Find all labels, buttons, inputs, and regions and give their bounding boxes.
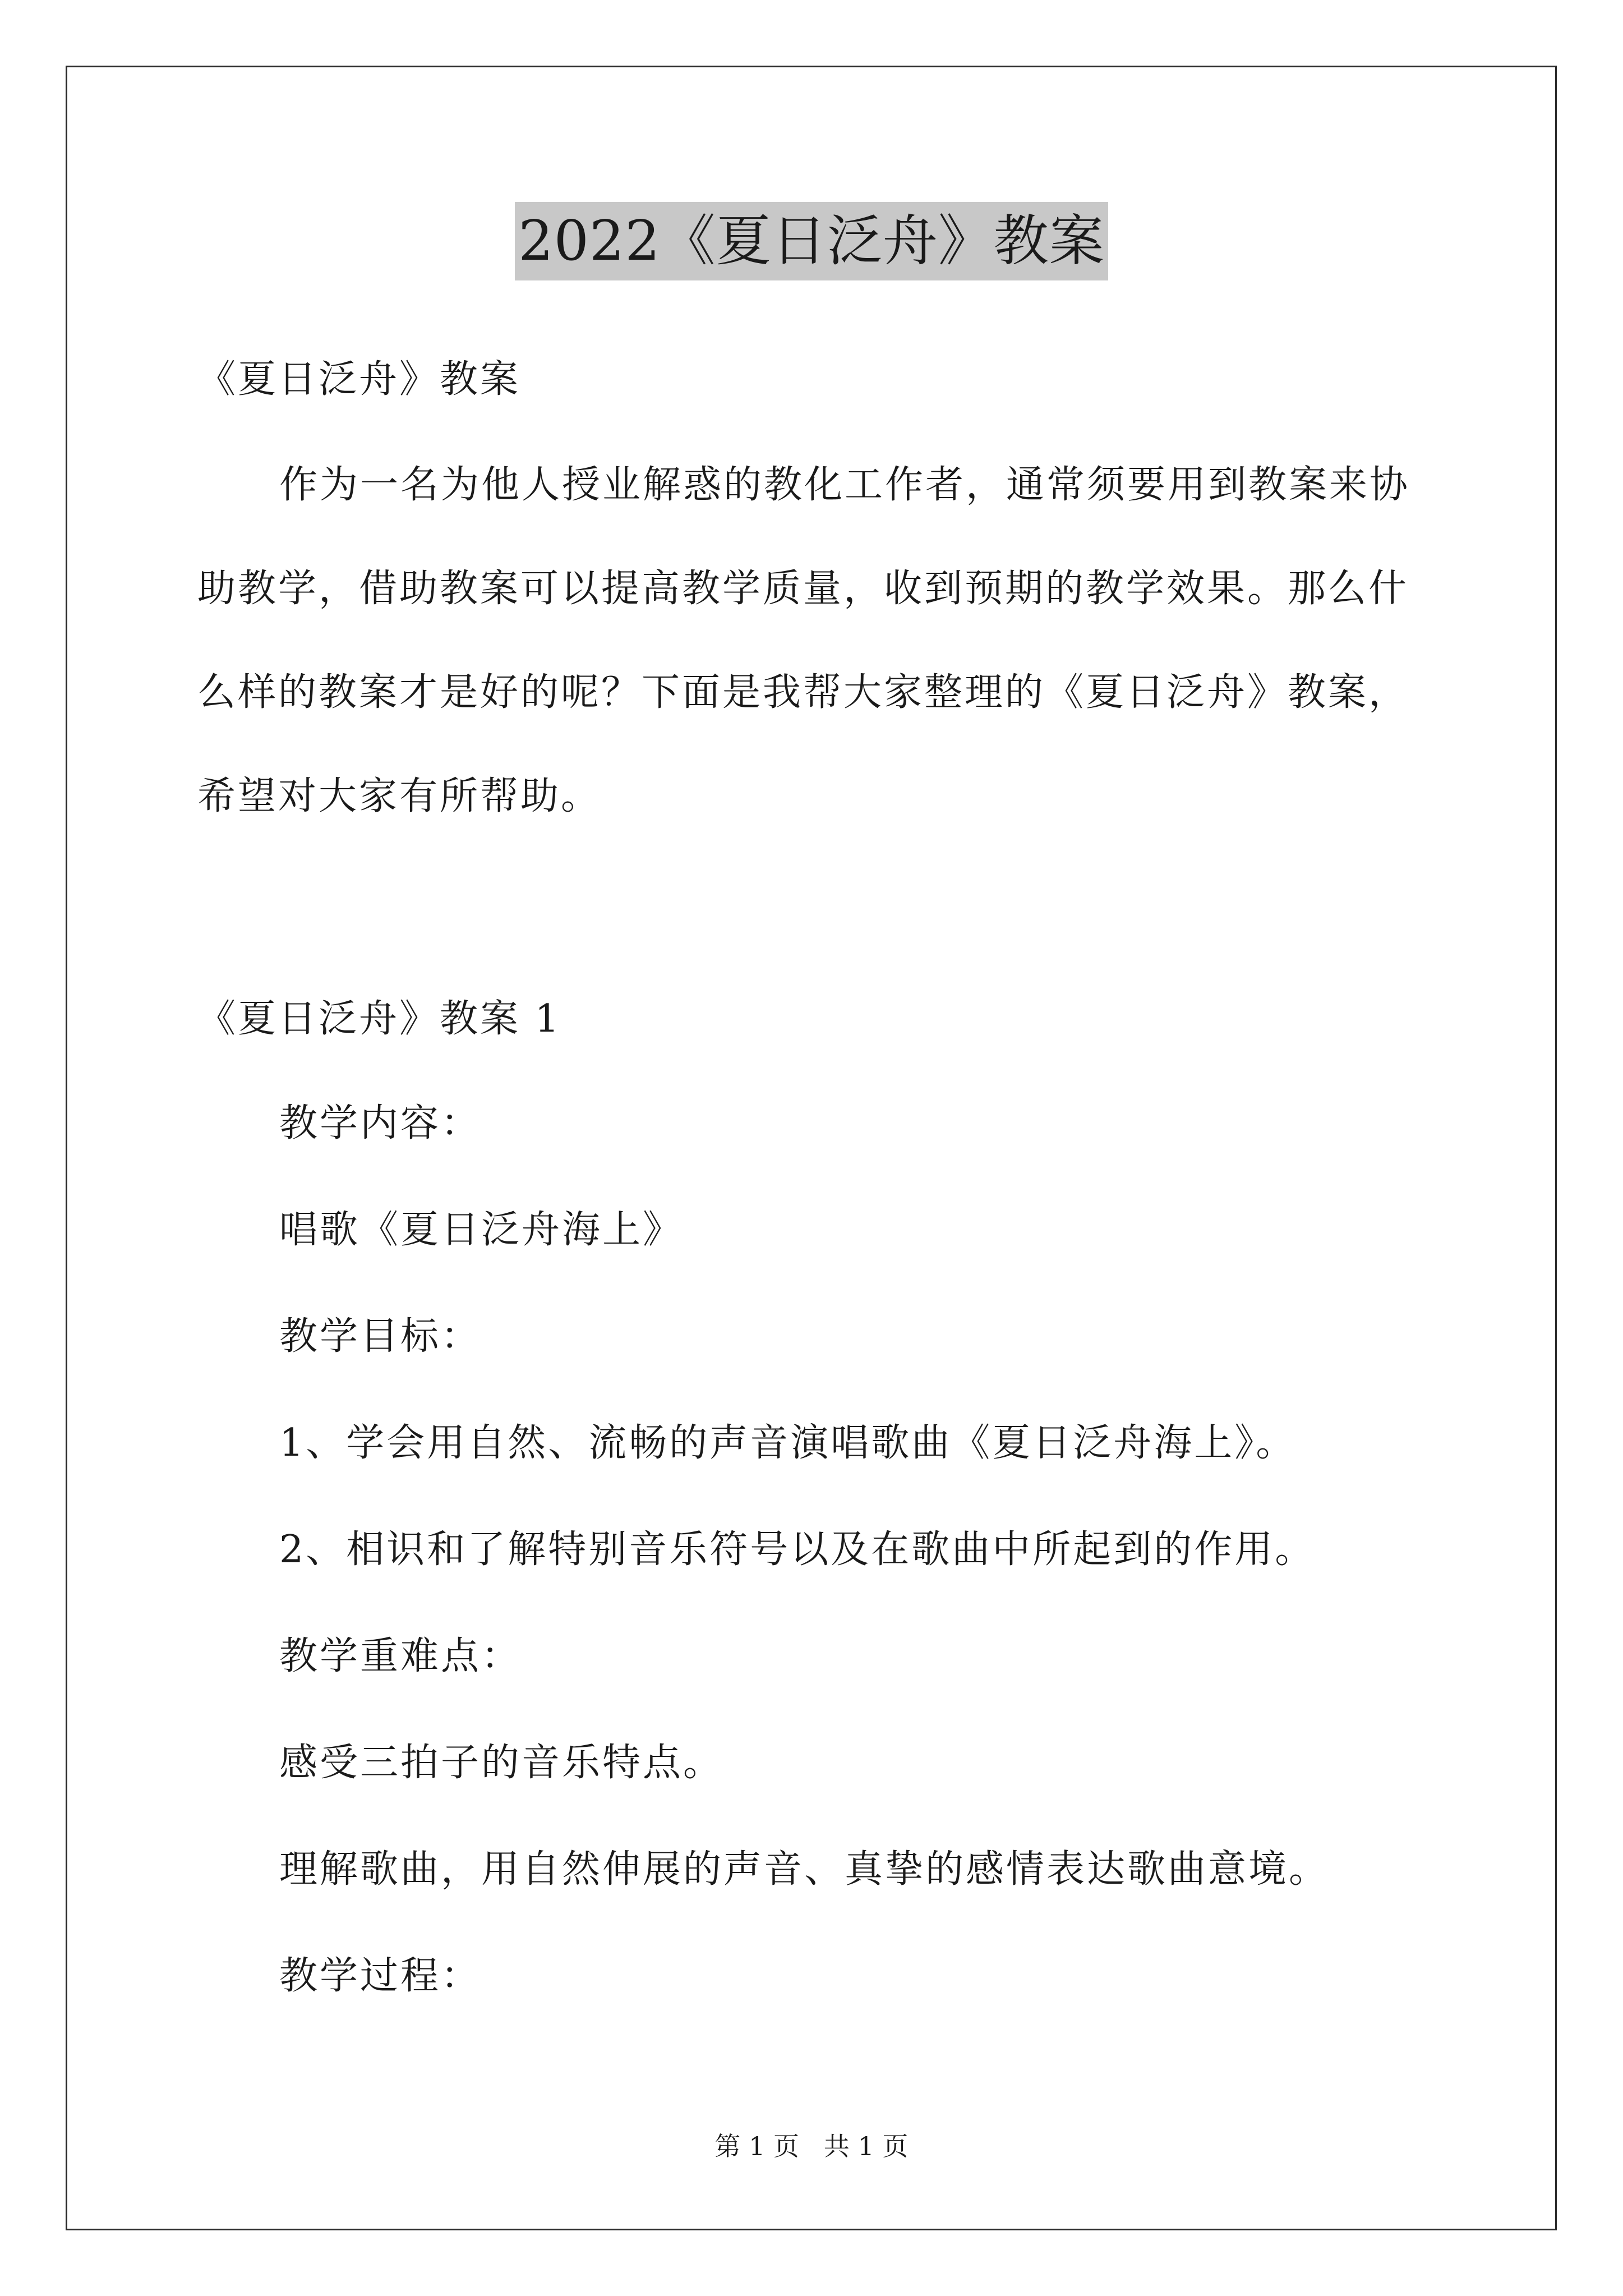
section-1-line-5: 2、相识和了解特别音乐符号以及在歌曲中所起到的作用。 bbox=[279, 1527, 1316, 1572]
section-1-line-7: 感受三拍子的音乐特点。 bbox=[279, 1741, 724, 1785]
document-title-container bbox=[0, 202, 1623, 280]
section-1-line-2: 唱歌《夏日泛舟海上》 bbox=[279, 1208, 684, 1252]
intro-paragraph-line-1: 作为一名为他人授业解惑的教化工作者，通常须要用到教案来协 bbox=[279, 463, 1410, 507]
section-1-line-6: 教学重难点： bbox=[279, 1634, 522, 1678]
intro-paragraph-line-4: 希望对大家有所帮助。 bbox=[197, 774, 602, 818]
section-1-line-1: 教学内容： bbox=[279, 1101, 482, 1145]
intro-heading: 《夏日泛舟》教案 bbox=[197, 357, 521, 402]
section-1-line-3: 教学目标： bbox=[279, 1314, 482, 1359]
section-1-line-8: 理解歌曲，用自然伸展的声音、真挚的感情表达歌曲意境。 bbox=[279, 1847, 1330, 1892]
intro-paragraph-line-2: 助教学，借助教案可以提高教学质量，收到预期的教学效果。那么什 bbox=[197, 567, 1409, 611]
section-1-line-9: 教学过程： bbox=[279, 1954, 482, 1998]
section-1-heading: 《夏日泛舟》教案 1 bbox=[197, 997, 561, 1041]
document-title: 2022《夏日泛舟》教案 bbox=[515, 202, 1108, 280]
intro-paragraph-line-3: 么样的教案才是好的呢？下面是我帮大家整理的《夏日泛舟》教案， bbox=[197, 670, 1409, 715]
page-footer: 第 1 页 共 1 页 bbox=[714, 2131, 909, 2161]
section-1-line-4: 1、学会用自然、流畅的声音演唱歌曲《夏日泛舟海上》。 bbox=[279, 1421, 1297, 1465]
